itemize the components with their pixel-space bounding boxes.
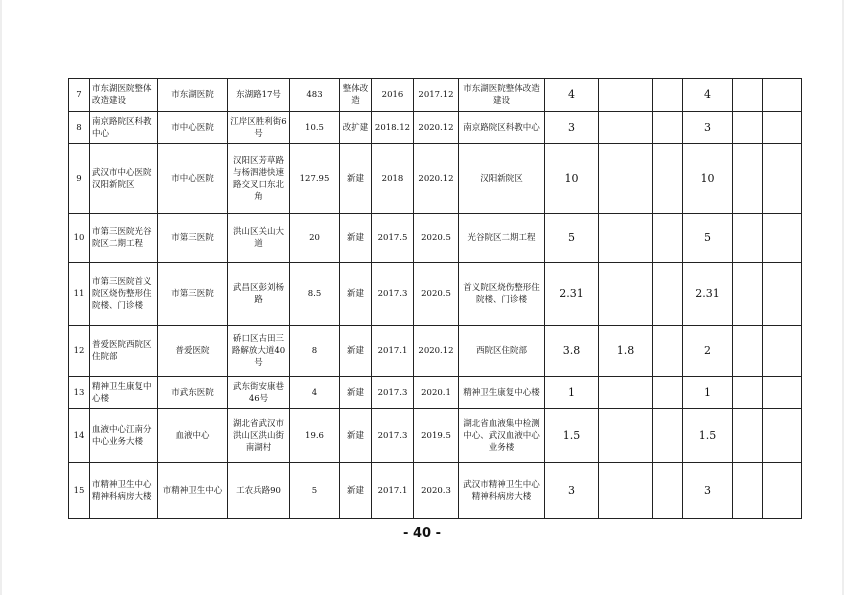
start-date-cell: 2017.3	[372, 409, 414, 463]
investment-total-cell: 3	[545, 112, 599, 144]
address-cell: 工农兵路90	[228, 463, 290, 519]
investment-col-11-cell	[599, 409, 653, 463]
area-cell: 5	[290, 463, 340, 519]
investment-col-13-cell: 3	[683, 112, 733, 144]
start-date-cell: 2016	[372, 79, 414, 112]
area-cell: 8	[290, 326, 340, 377]
investment-col-11-cell	[599, 214, 653, 263]
project-name-cell: 市第三医院首义院区烧伤整形住院楼、门诊楼	[90, 263, 158, 326]
investment-col-15-cell	[763, 214, 802, 263]
investment-col-14-cell	[733, 112, 763, 144]
investment-col-11-cell	[599, 144, 653, 214]
investment-col-15-cell	[763, 112, 802, 144]
project-name-cell: 精神卫生康复中心楼	[90, 377, 158, 409]
unit-name-cell: 市东湖医院	[158, 79, 228, 112]
document-page	[2, 0, 842, 595]
construction-type-cell: 新建	[340, 263, 372, 326]
project-name-cell: 市第三医院光谷院区二期工程	[90, 214, 158, 263]
investment-total-cell: 1.5	[545, 409, 599, 463]
construction-content-cell: 首义院区烧伤整形住院楼、门诊楼	[459, 263, 545, 326]
construction-type-cell: 改扩建	[340, 112, 372, 144]
end-date-cell: 2020.5	[414, 214, 459, 263]
start-date-cell: 2017.3	[372, 263, 414, 326]
investment-col-12-cell	[653, 409, 683, 463]
row-number-cell: 8	[69, 112, 90, 144]
investment-total-cell: 1	[545, 377, 599, 409]
address-cell: 汉阳区芳草路与杨泗港快速路交叉口东北角	[228, 144, 290, 214]
investment-col-12-cell	[653, 463, 683, 519]
project-name-cell: 市东湖医院整体改造建设	[90, 79, 158, 112]
investment-col-15-cell	[763, 263, 802, 326]
investment-col-13-cell: 4	[683, 79, 733, 112]
investment-col-14-cell	[733, 144, 763, 214]
construction-content-cell: 精神卫生康复中心楼	[459, 377, 545, 409]
area-cell: 127.95	[290, 144, 340, 214]
investment-col-15-cell	[763, 144, 802, 214]
address-cell: 江岸区胜利街6号	[228, 112, 290, 144]
investment-col-14-cell	[733, 79, 763, 112]
unit-name-cell: 市第三医院	[158, 214, 228, 263]
row-number-cell: 13	[69, 377, 90, 409]
construction-type-cell: 新建	[340, 409, 372, 463]
unit-name-cell: 市中心医院	[158, 112, 228, 144]
start-date-cell: 2017.1	[372, 326, 414, 377]
project-table	[68, 78, 802, 519]
unit-name-cell: 市第三医院	[158, 263, 228, 326]
table-row	[69, 144, 802, 214]
end-date-cell: 2017.12	[414, 79, 459, 112]
investment-col-14-cell	[733, 326, 763, 377]
end-date-cell: 2020.12	[414, 144, 459, 214]
end-date-cell: 2020.3	[414, 463, 459, 519]
project-name-cell: 血液中心江南分中心业务大楼	[90, 409, 158, 463]
row-number-cell: 11	[69, 263, 90, 326]
investment-col-13-cell: 3	[683, 463, 733, 519]
investment-col-12-cell	[653, 214, 683, 263]
investment-col-13-cell: 10	[683, 144, 733, 214]
row-number-cell: 12	[69, 326, 90, 377]
investment-col-14-cell	[733, 377, 763, 409]
investment-col-15-cell	[763, 409, 802, 463]
unit-name-cell: 血液中心	[158, 409, 228, 463]
start-date-cell: 2017.1	[372, 463, 414, 519]
table-row	[69, 79, 802, 112]
investment-total-cell: 4	[545, 79, 599, 112]
investment-col-13-cell: 1	[683, 377, 733, 409]
investment-col-15-cell	[763, 326, 802, 377]
investment-col-14-cell	[733, 214, 763, 263]
unit-name-cell: 市武东医院	[158, 377, 228, 409]
construction-type-cell: 新建	[340, 377, 372, 409]
investment-col-11-cell	[599, 263, 653, 326]
start-date-cell: 2018	[372, 144, 414, 214]
row-number-cell: 15	[69, 463, 90, 519]
investment-col-15-cell	[763, 463, 802, 519]
row-number-cell: 7	[69, 79, 90, 112]
investment-col-14-cell	[733, 463, 763, 519]
investment-col-12-cell	[653, 112, 683, 144]
investment-col-14-cell	[733, 263, 763, 326]
construction-content-cell: 南京路院区科教中心	[459, 112, 545, 144]
investment-col-11-cell: 1.8	[599, 326, 653, 377]
construction-content-cell: 西院区住院部	[459, 326, 545, 377]
table-row	[69, 377, 802, 409]
construction-content-cell: 湖北省血液集中检测中心、武汉血液中心业务楼	[459, 409, 545, 463]
area-cell: 8.5	[290, 263, 340, 326]
page-number: - 40 -	[403, 526, 441, 541]
area-cell: 483	[290, 79, 340, 112]
investment-col-12-cell	[653, 263, 683, 326]
construction-type-cell: 新建	[340, 463, 372, 519]
area-cell: 20	[290, 214, 340, 263]
investment-total-cell: 5	[545, 214, 599, 263]
construction-type-cell: 整体改造	[340, 79, 372, 112]
investment-total-cell: 3.8	[545, 326, 599, 377]
construction-content-cell: 光谷院区二期工程	[459, 214, 545, 263]
construction-type-cell: 新建	[340, 214, 372, 263]
investment-total-cell: 3	[545, 463, 599, 519]
project-name-cell: 普爱医院西院区住院部	[90, 326, 158, 377]
investment-col-11-cell	[599, 377, 653, 409]
row-number-cell: 14	[69, 409, 90, 463]
row-number-cell: 10	[69, 214, 90, 263]
table-row	[69, 463, 802, 519]
investment-total-cell: 2.31	[545, 263, 599, 326]
table-row	[69, 112, 802, 144]
address-cell: 武东街安康巷46号	[228, 377, 290, 409]
start-date-cell: 2017.3	[372, 377, 414, 409]
table-row	[69, 326, 802, 377]
investment-col-12-cell	[653, 144, 683, 214]
investment-col-13-cell: 5	[683, 214, 733, 263]
investment-col-11-cell	[599, 463, 653, 519]
table-row	[69, 214, 802, 263]
end-date-cell: 2020.12	[414, 326, 459, 377]
address-cell: 湖北省武汉市洪山区洪山街南湖村	[228, 409, 290, 463]
construction-content-cell: 武汉市精神卫生中心精神科病房大楼	[459, 463, 545, 519]
investment-col-15-cell	[763, 377, 802, 409]
investment-total-cell: 10	[545, 144, 599, 214]
area-cell: 4	[290, 377, 340, 409]
investment-col-13-cell: 1.5	[683, 409, 733, 463]
construction-content-cell: 市东湖医院整体改造建设	[459, 79, 545, 112]
investment-col-12-cell	[653, 326, 683, 377]
investment-col-14-cell	[733, 409, 763, 463]
address-cell: 洪山区关山大道	[228, 214, 290, 263]
investment-col-11-cell	[599, 112, 653, 144]
table-row	[69, 409, 802, 463]
end-date-cell: 2019.5	[414, 409, 459, 463]
address-cell: 武昌区彭刘杨路	[228, 263, 290, 326]
construction-type-cell: 新建	[340, 326, 372, 377]
construction-type-cell: 新建	[340, 144, 372, 214]
unit-name-cell: 市中心医院	[158, 144, 228, 214]
area-cell: 10.5	[290, 112, 340, 144]
project-name-cell: 市精神卫生中心精神科病房大楼	[90, 463, 158, 519]
unit-name-cell: 市精神卫生中心	[158, 463, 228, 519]
area-cell: 19.6	[290, 409, 340, 463]
start-date-cell: 2018.12	[372, 112, 414, 144]
investment-col-13-cell: 2	[683, 326, 733, 377]
investment-col-12-cell	[653, 79, 683, 112]
address-cell: 东湖路17号	[228, 79, 290, 112]
table-row	[69, 263, 802, 326]
investment-col-15-cell	[763, 79, 802, 112]
investment-col-13-cell: 2.31	[683, 263, 733, 326]
investment-col-12-cell	[653, 377, 683, 409]
construction-content-cell: 汉阳新院区	[459, 144, 545, 214]
investment-col-11-cell	[599, 79, 653, 112]
project-name-cell: 武汉市中心医院汉阳新院区	[90, 144, 158, 214]
address-cell: 硚口区古田三路解放大道40号	[228, 326, 290, 377]
unit-name-cell: 普爱医院	[158, 326, 228, 377]
row-number-cell: 9	[69, 144, 90, 214]
end-date-cell: 2020.5	[414, 263, 459, 326]
project-name-cell: 南京路院区科教中心	[90, 112, 158, 144]
start-date-cell: 2017.5	[372, 214, 414, 263]
end-date-cell: 2020.1	[414, 377, 459, 409]
end-date-cell: 2020.12	[414, 112, 459, 144]
